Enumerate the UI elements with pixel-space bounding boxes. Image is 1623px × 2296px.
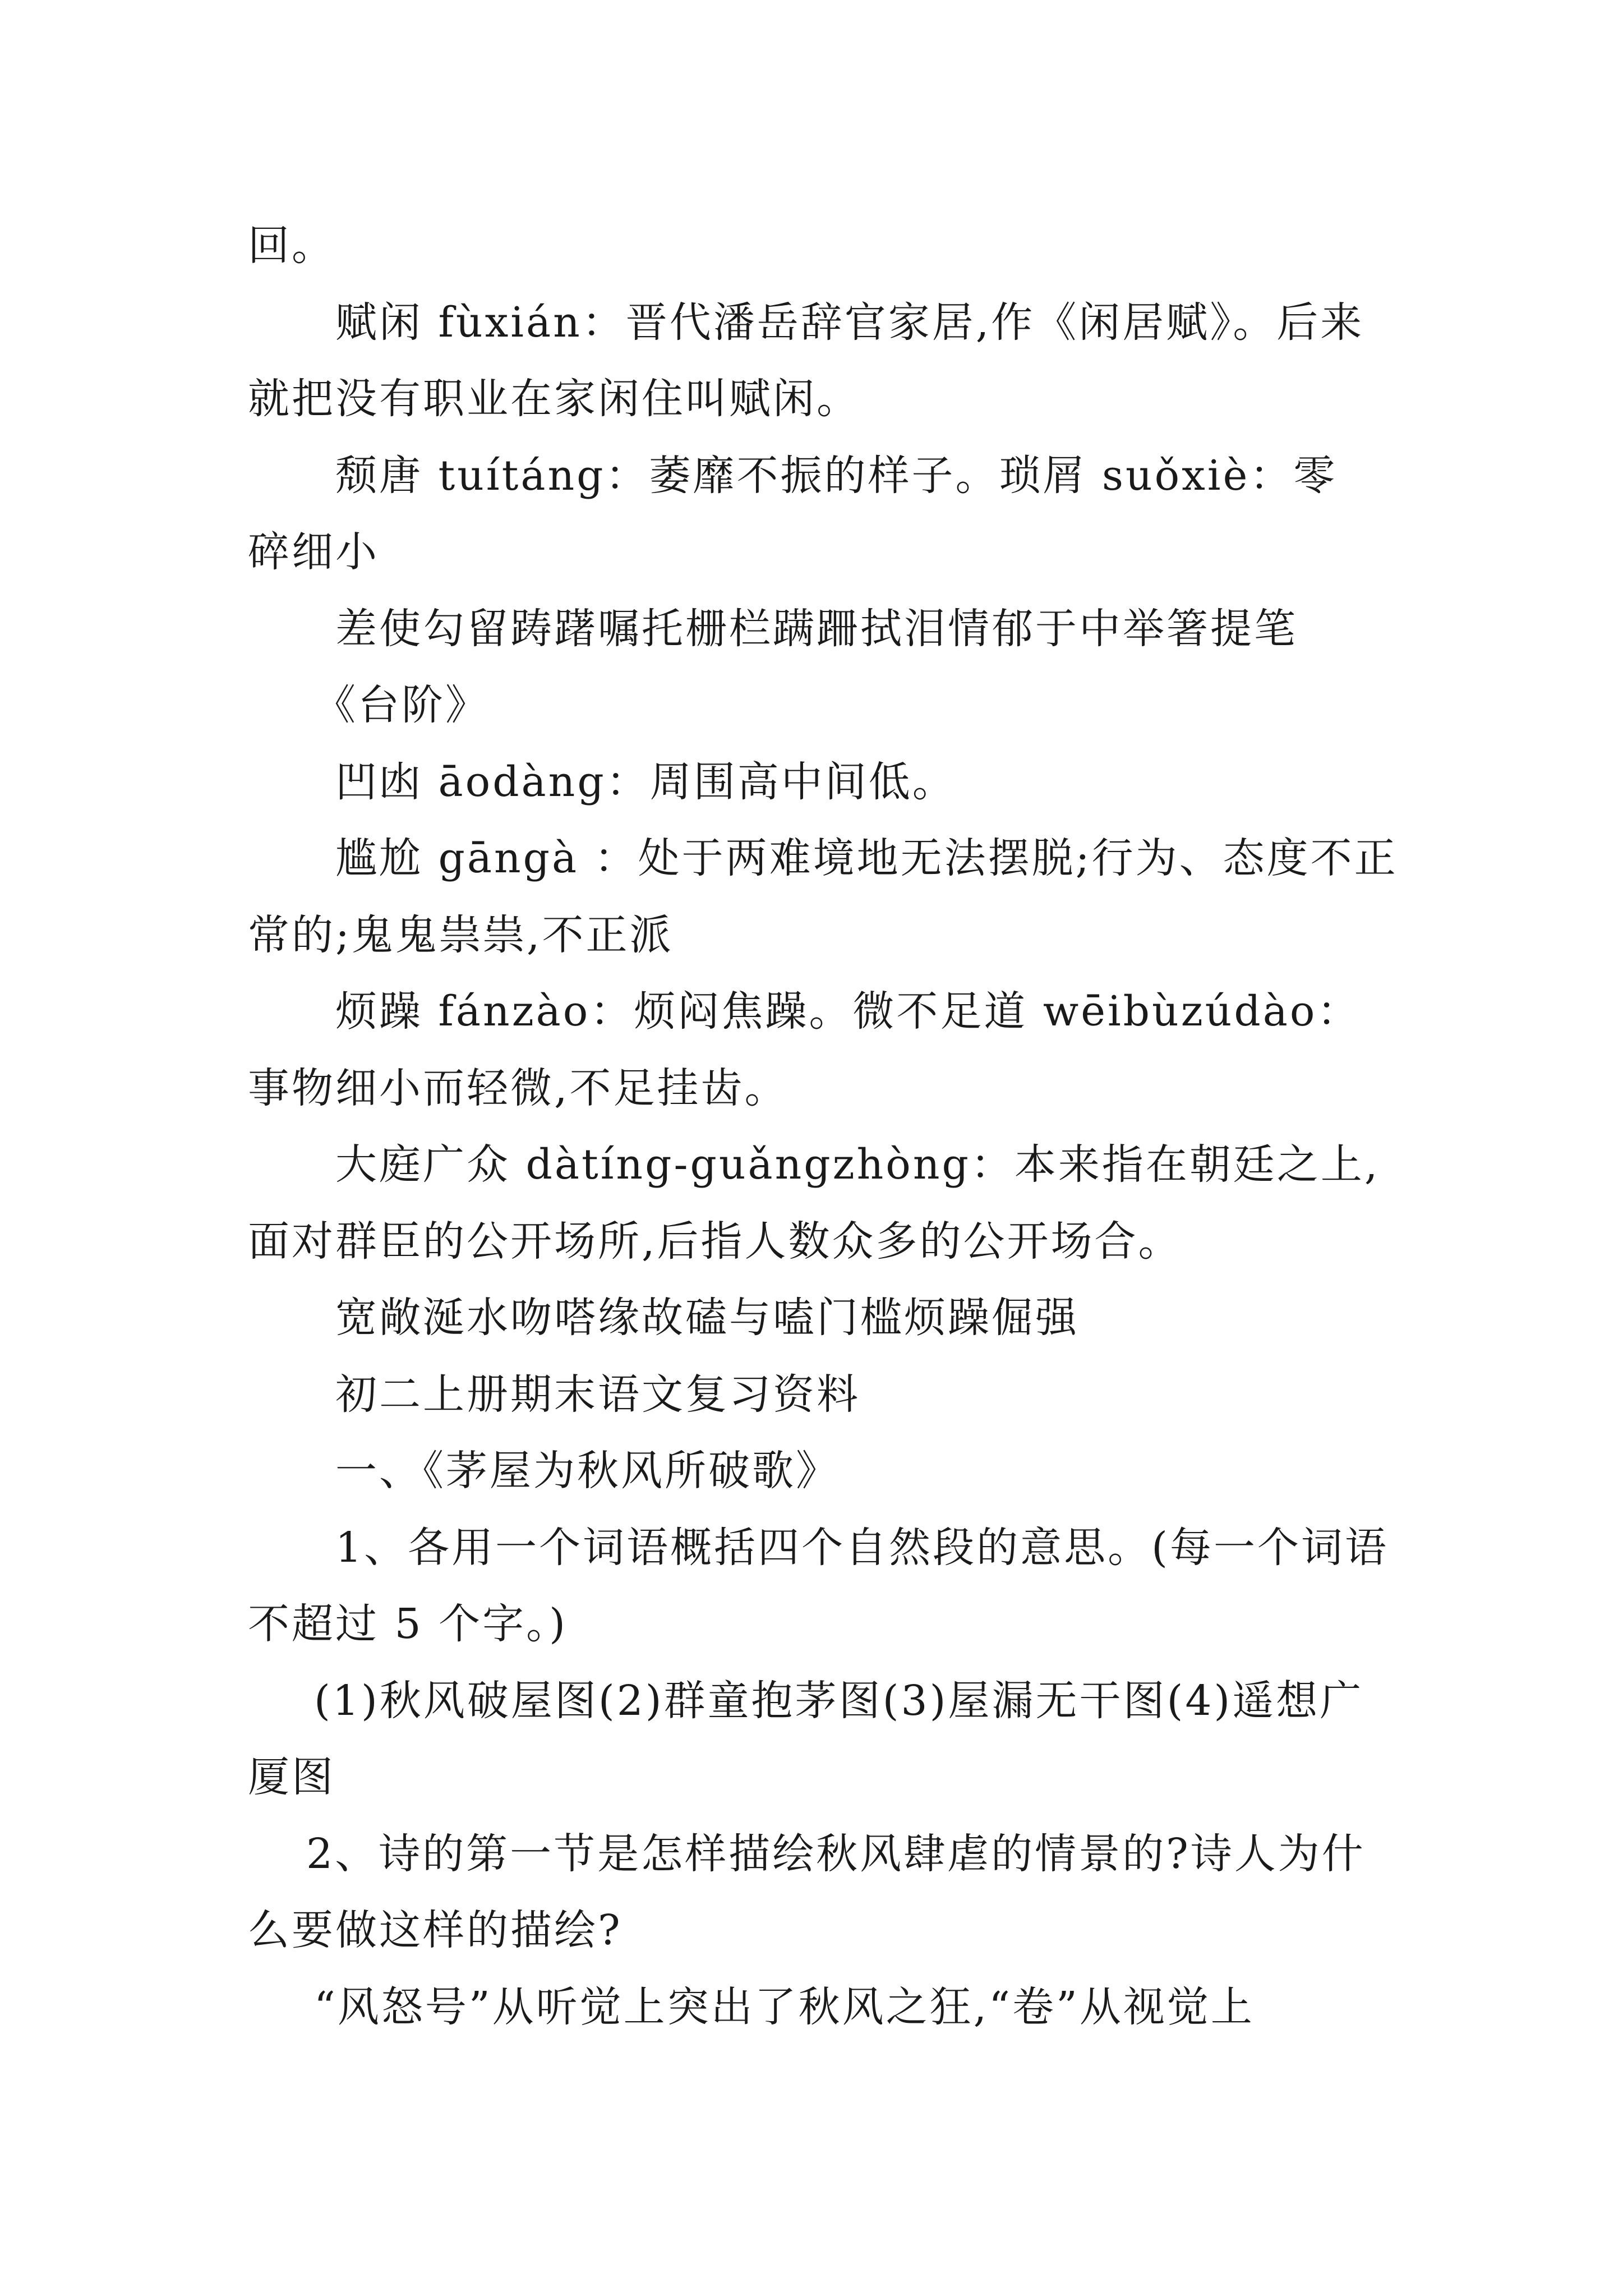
text-line: 1、各用一个词语概括四个自然段的意思。(每一个词语 xyxy=(335,1523,1389,1572)
text-line: 一、《茅屋为秋风所破歌》 xyxy=(335,1447,840,1495)
text-line: 赋闲 fùxián：晋代潘岳辞官家居,作《闲居赋》。后来 xyxy=(335,298,1364,347)
text-line: 事物细小而轻微,不足挂齿。 xyxy=(248,1064,789,1112)
text-line: 凹凼 āodàng：周围高中间低。 xyxy=(335,757,956,806)
text-line: 初二上册期末语文复习资料 xyxy=(335,1370,860,1419)
text-line: 差使勾留踌躇嘱托栅栏蹒跚拭泪情郁于中举箸提笔 xyxy=(335,604,1298,653)
text-line: “风怒号”从听觉上突出了秋风之狂,“卷”从视觉上 xyxy=(314,1982,1255,2031)
text-line: 不超过 5 个字。) xyxy=(248,1600,568,1648)
text-line: 常的;鬼鬼祟祟,不正派 xyxy=(248,910,674,959)
text-line: 么要做这样的描绘? xyxy=(248,1906,623,1954)
text-line: 尴尬 gāngà ：处于两难境地无法摆脱;行为、态度不正 xyxy=(335,834,1398,882)
text-line: 面对群臣的公开场所,后指人数众多的公开场合。 xyxy=(248,1217,1182,1266)
text-line: 厦图 xyxy=(248,1753,335,1801)
body-text xyxy=(248,208,1398,2045)
text-line: 碎细小 xyxy=(248,528,379,576)
text-line: 颓唐 tuítáng：萎靡不振的样子。琐屑 suǒxiè：零 xyxy=(335,451,1338,500)
text-line: 就把没有职业在家闲住叫赋闲。 xyxy=(248,375,860,423)
text-line: 宽敞涎水吻嗒缘故磕与嗑门槛烦躁倔强 xyxy=(335,1294,1079,1342)
text-line: 大庭广众 dàtíng-guǎngzhòng：本来指在朝廷之上, xyxy=(335,1140,1380,1189)
text-line: 《台阶》 xyxy=(314,681,489,729)
text-line: (1)秋风破屋图(2)群童抱茅图(3)屋漏无干图(4)遥想广 xyxy=(314,1676,1364,1725)
text-line: 2、诗的第一节是怎样描绘秋风肆虐的情景的?诗人为什 xyxy=(306,1829,1366,1878)
text-line: 烦躁 fánzào：烦闷焦躁。微不足道 wēibùzúdào： xyxy=(335,987,1361,1036)
text-line: 回。 xyxy=(248,222,335,270)
